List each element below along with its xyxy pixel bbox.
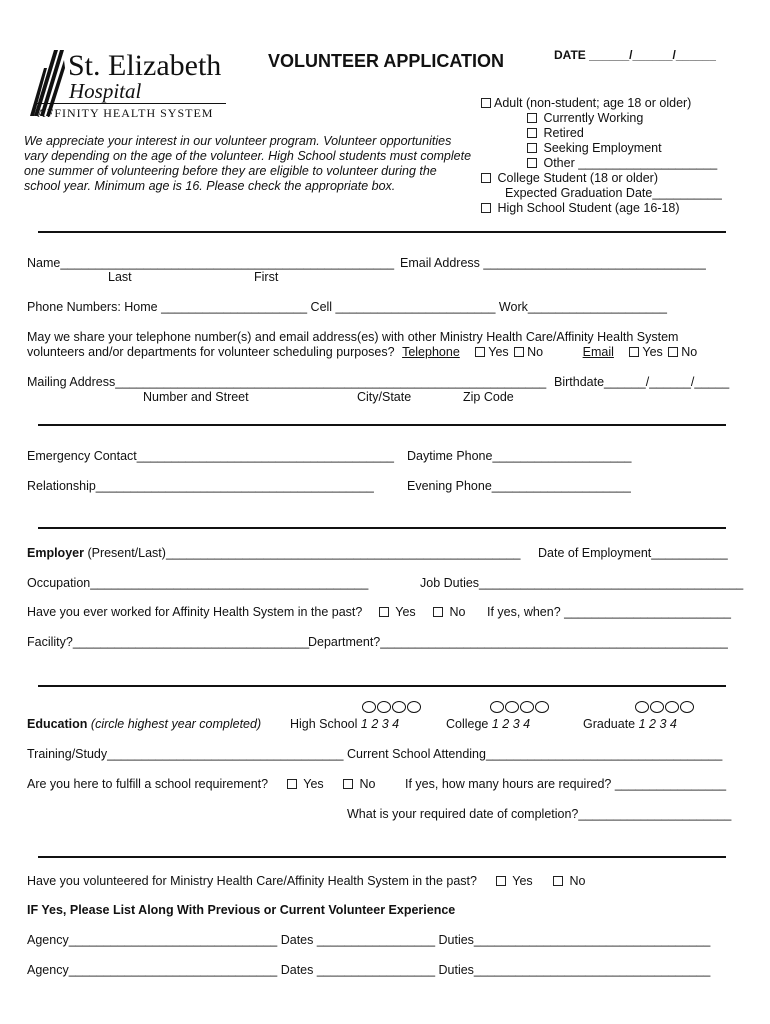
street-caption: Number and Street: [143, 390, 249, 404]
adult-option[interactable]: Adult (non-student; age 18 or older): [481, 96, 691, 111]
logo-system: AFFINITY HEALTH SYSTEM: [37, 106, 214, 120]
email-label: Email: [582, 345, 614, 359]
hs-year-circles: [362, 701, 422, 717]
working-option[interactable]: Currently Working: [527, 111, 643, 126]
checkbox-icon[interactable]: [496, 876, 506, 886]
hours-required-field[interactable]: If yes, how many hours are required? ________________: [405, 777, 727, 791]
relationship-field[interactable]: Relationship________________________________________: [27, 479, 374, 493]
daytime-phone-field[interactable]: Daytime Phone____________________: [407, 449, 632, 463]
retired-option[interactable]: Retired: [527, 126, 584, 141]
checkbox-icon[interactable]: [481, 98, 491, 108]
logo-subname: Hospital: [69, 79, 142, 103]
section-divider: [38, 685, 726, 687]
worked-when-field[interactable]: If yes, when? ________________________: [487, 605, 731, 619]
checkbox-icon[interactable]: [343, 779, 353, 789]
college-option[interactable]: College Student (18 or older): [481, 171, 658, 186]
intro-line: school year. Minimum age is 16. Please check the appropriate box.: [24, 179, 396, 193]
graduate-year-circles: [635, 701, 695, 717]
college-year-circles: [490, 701, 550, 717]
employment-date-field[interactable]: Date of Employment___________: [538, 546, 728, 560]
agency-row[interactable]: Agency______________________________ Dates _________________ Duties__________________________________: [27, 933, 711, 947]
email-field[interactable]: Email Address ________________________________: [400, 256, 706, 270]
school-req-no-option[interactable]: No: [343, 777, 375, 792]
evening-phone-field[interactable]: Evening Phone____________________: [407, 479, 631, 493]
training-school-field[interactable]: Training/Study__________________________________ Current School Attending__________________________________: [27, 747, 723, 761]
share-question: May we share your telephone number(s) and email address(es) with other Ministry Health Care/Affinity Health System: [27, 330, 679, 344]
section-divider: [38, 231, 726, 233]
email-no-checkbox[interactable]: [668, 347, 678, 357]
phone-numbers-field[interactable]: Phone Numbers: Home _____________________ Cell _______________________ Work____________________: [27, 300, 667, 314]
job-duties-field[interactable]: Job Duties______________________________________: [420, 576, 744, 590]
worked-yes-option[interactable]: Yes: [379, 605, 416, 620]
agency-row[interactable]: Agency______________________________ Dates _________________ Duties__________________________________: [27, 963, 711, 977]
zip-caption: Zip Code: [463, 390, 514, 404]
intro-line: one summer of volunteering before they are eligible to volunteer during the: [24, 164, 437, 178]
mailing-address-field[interactable]: Mailing Address______________________________________________________________: [27, 375, 547, 389]
employer-field[interactable]: Employer (Present/Last)___________________________________________________: [27, 546, 521, 560]
other-option[interactable]: Other ____________________: [527, 156, 717, 171]
checkbox-icon[interactable]: [481, 203, 491, 213]
volunteered-question: Have you volunteered for Ministry Health Care/Affinity Health System in the past?: [27, 874, 477, 888]
worked-question: Have you ever worked for Affinity Health System in the past?: [27, 605, 363, 619]
section-divider: [38, 856, 726, 858]
city-caption: City/State: [357, 390, 412, 404]
last-name-caption: Last: [108, 270, 132, 284]
high-school-option[interactable]: High School Student (age 16-18): [481, 201, 680, 216]
checkbox-icon[interactable]: [553, 876, 563, 886]
checkbox-icon[interactable]: [287, 779, 297, 789]
education-label: Education (circle highest year completed): [27, 717, 262, 731]
section-divider: [38, 527, 726, 529]
checkbox-icon[interactable]: [527, 158, 537, 168]
checkbox-icon[interactable]: [379, 607, 389, 617]
section-divider: [38, 424, 726, 426]
completion-date-field[interactable]: What is your required date of completion?______________________: [347, 807, 732, 821]
school-req-yes-option[interactable]: Yes: [287, 777, 324, 792]
date-field[interactable]: DATE ______/______/______: [554, 48, 716, 62]
logo-name: St. Elizabeth: [68, 49, 222, 82]
seeking-option[interactable]: Seeking Employment: [527, 141, 662, 156]
experience-heading: IF Yes, Please List Along With Previous or Current Volunteer Experience: [27, 903, 456, 917]
facility-field[interactable]: Facility?__________________________________: [27, 635, 310, 649]
checkbox-icon[interactable]: [481, 173, 491, 183]
checkbox-icon[interactable]: [527, 113, 537, 123]
logo-rule: [36, 103, 226, 104]
volunteered-yes-option[interactable]: Yes: [496, 874, 533, 889]
share-question-line2: volunteers and/or departments for volunteer scheduling purposes? Telephone Yes No Email Yes No: [27, 345, 698, 359]
college-years[interactable]: College 1 2 3 4: [446, 717, 531, 731]
intro-line: We appreciate your interest in our volunteer program. Volunteer opportunities: [24, 134, 452, 148]
telephone-no-checkbox[interactable]: [514, 347, 524, 357]
name-field[interactable]: Name________________________________________________: [27, 256, 395, 270]
telephone-yes-checkbox[interactable]: [475, 347, 485, 357]
checkbox-icon[interactable]: [527, 128, 537, 138]
high-school-years[interactable]: High School 1 2 3 4: [290, 717, 400, 731]
school-requirement-question: Are you here to fulfill a school requirement?: [27, 777, 269, 791]
emergency-contact-field[interactable]: Emergency Contact_____________________________________: [27, 449, 394, 463]
telephone-label: Telephone: [402, 345, 460, 359]
department-field[interactable]: Department?__________________________________________________: [308, 635, 728, 649]
intro-line: vary depending on the age of the volunteer. High School students must complete: [24, 149, 472, 163]
worked-no-option[interactable]: No: [433, 605, 465, 620]
birthdate-field[interactable]: Birthdate______/______/_____: [554, 375, 730, 389]
volunteered-no-option[interactable]: No: [553, 874, 585, 889]
page-title: VOLUNTEER APPLICATION: [268, 51, 505, 71]
email-yes-checkbox[interactable]: [629, 347, 639, 357]
graduate-years[interactable]: Graduate 1 2 3 4: [583, 717, 677, 731]
occupation-field[interactable]: Occupation________________________________________: [27, 576, 369, 590]
graduation-date-field[interactable]: Expected Graduation Date__________: [505, 186, 722, 200]
checkbox-icon[interactable]: [527, 143, 537, 153]
first-name-caption: First: [254, 270, 279, 284]
checkbox-icon[interactable]: [433, 607, 443, 617]
